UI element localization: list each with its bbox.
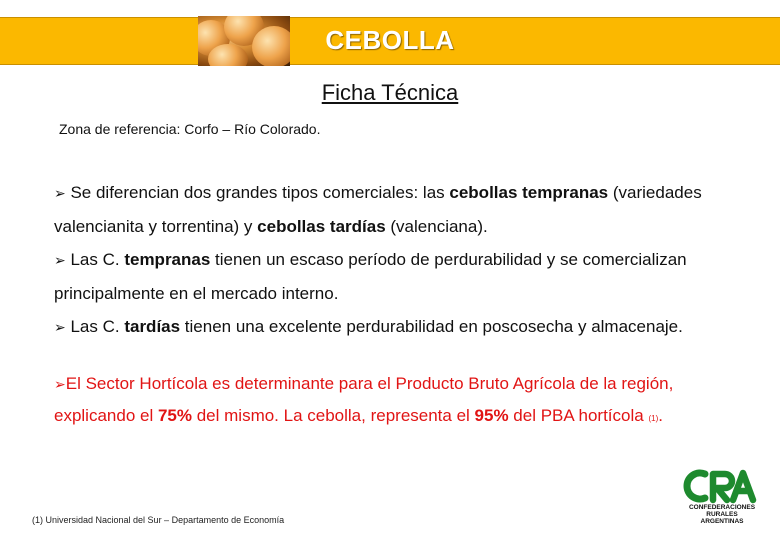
highlight-text: . [658, 406, 663, 425]
arrow-bullet-icon: ➢ [54, 376, 66, 392]
bullet-text: Las C. [65, 317, 125, 336]
bullet-item [54, 243, 754, 310]
bullet-bold: tardías [124, 317, 181, 336]
bullet-text: tienen una excelente perdurabilidad en poscosecha y almacenaje. [180, 317, 683, 336]
bullet-bold: cebollas tardías [257, 217, 386, 236]
highlight-text: El Sector Hortícola es determinante para el Producto Bruto Agrícola de la región, explicando el [54, 374, 674, 425]
logo-line: CONFEDERACIONES [688, 504, 756, 511]
highlight-paragraph [54, 368, 754, 435]
footnote: (1) Universidad Nacional del Sur – Departamento de Economía [32, 515, 285, 525]
bullet-item [54, 176, 754, 243]
highlight-percent: 75% [157, 406, 192, 425]
bullet-text: (valenciana). [385, 217, 488, 236]
bullet-bold: tempranas [124, 250, 211, 269]
page-title: CEBOLLA [325, 24, 455, 55]
highlight-text: del mismo. La cebolla, representa el [192, 406, 475, 425]
arrow-bullet-icon: ➢ [54, 185, 66, 201]
logo-line: RURALES [706, 511, 738, 518]
onion-photo [198, 16, 290, 66]
arrow-bullet-icon: ➢ [54, 252, 66, 268]
bullet-text: tienen un escaso período de perdurabilidad y se comercializan principalmente en el mercado interno. [54, 250, 687, 303]
bullet-list [54, 176, 754, 344]
arrow-bullet-icon: ➢ [54, 319, 66, 335]
footnote-reference: (1) [648, 414, 659, 423]
bullet-text: Se diferencian dos grandes tipos comerciales: las [65, 183, 450, 202]
cra-logo [683, 468, 761, 530]
reference-zone: Zona de referencia: Corfo – Río Colorado. [59, 121, 321, 137]
bullet-item [54, 310, 754, 344]
bullet-bold: cebollas tempranas [449, 183, 609, 202]
bullet-text: Las C. [65, 250, 125, 269]
cra-logo-mark-icon [683, 468, 761, 504]
bullet-text: (variedades valencianita y torrentina) y [54, 183, 702, 236]
highlight-text: del PBA hortícola [508, 406, 649, 425]
logo-line: ARGENTINAS [700, 518, 744, 525]
highlight-percent: 95% [474, 406, 509, 425]
subtitle: Ficha Técnica [321, 80, 459, 105]
